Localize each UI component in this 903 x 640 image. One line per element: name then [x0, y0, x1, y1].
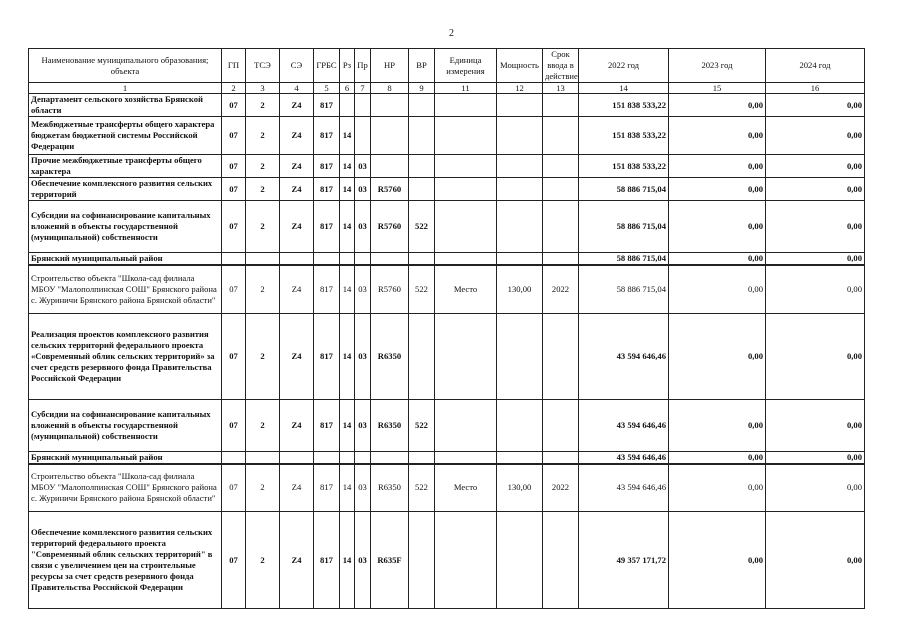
cell-rz: 14 — [340, 201, 355, 253]
cell-power — [497, 94, 543, 117]
cell-rz: 14 — [340, 178, 355, 201]
cell-unit — [435, 155, 497, 178]
cell-pr: 03 — [355, 155, 371, 178]
cell-grbs: 817 — [314, 512, 340, 609]
cell-y2023: 0,00 — [669, 253, 766, 266]
header-unit: Единица измерения — [435, 49, 497, 83]
cell-unit — [435, 512, 497, 609]
cell-y2022: 58 886 715,04 — [579, 201, 669, 253]
cell-y2024: 0,00 — [766, 117, 865, 155]
cell-vr — [409, 117, 435, 155]
cell-term: 2022 — [543, 464, 579, 512]
cell-name: Реализация проектов комплексного развития сельских территорий федерального проекта «Современный облик сельских территорий» за счет средств резервного фонда Правительства Российской Федерации — [29, 313, 222, 399]
cell-name: Обеспечение комплексного развития сельских территорий федерального проекта "Современный облик сельских территорий" в связи с увеличением цен на строительные ресурсы за счет средств резервного фонда Правительства Российской Федерации — [29, 512, 222, 609]
cell-rz: 14 — [340, 155, 355, 178]
cell-name: Департамент сельского хозяйства Брянской области — [29, 94, 222, 117]
column-number: 7 — [355, 83, 371, 94]
cell-nr — [371, 253, 409, 266]
cell-term — [543, 253, 579, 266]
cell-grbs: 817 — [314, 94, 340, 117]
table-row — [29, 117, 865, 155]
cell-y2023: 0,00 — [669, 512, 766, 609]
cell-gp: 07 — [222, 512, 246, 609]
header-row — [29, 49, 865, 83]
column-number: 13 — [543, 83, 579, 94]
cell-y2024: 0,00 — [766, 464, 865, 512]
cell-se: Z4 — [280, 201, 314, 253]
cell-tse: 2 — [246, 94, 280, 117]
cell-tse: 2 — [246, 399, 280, 451]
table-row — [29, 512, 865, 609]
cell-y2023: 0,00 — [669, 155, 766, 178]
cell-vr: 522 — [409, 201, 435, 253]
cell-y2022: 43 594 646,46 — [579, 399, 669, 451]
cell-nr — [371, 451, 409, 464]
cell-term — [543, 178, 579, 201]
cell-term — [543, 451, 579, 464]
cell-se — [280, 253, 314, 266]
cell-term — [543, 155, 579, 178]
cell-y2023: 0,00 — [669, 265, 766, 313]
cell-nr: R635F — [371, 512, 409, 609]
cell-grbs: 817 — [314, 178, 340, 201]
cell-rz: 14 — [340, 464, 355, 512]
cell-y2023: 0,00 — [669, 178, 766, 201]
cell-gp — [222, 253, 246, 266]
cell-term — [543, 201, 579, 253]
cell-y2023: 0,00 — [669, 464, 766, 512]
cell-y2023: 0,00 — [669, 94, 766, 117]
cell-rz: 14 — [340, 313, 355, 399]
cell-y2024: 0,00 — [766, 399, 865, 451]
cell-gp: 07 — [222, 265, 246, 313]
cell-pr — [355, 253, 371, 266]
cell-grbs: 817 — [314, 399, 340, 451]
column-number: 14 — [579, 83, 669, 94]
table-row — [29, 265, 865, 313]
cell-nr: R5760 — [371, 178, 409, 201]
budget-table — [28, 48, 865, 609]
cell-unit — [435, 313, 497, 399]
cell-power — [497, 155, 543, 178]
cell-unit — [435, 451, 497, 464]
cell-pr — [355, 451, 371, 464]
header-pr: Пр — [355, 49, 371, 83]
cell-pr: 03 — [355, 399, 371, 451]
cell-power — [497, 512, 543, 609]
cell-gp: 07 — [222, 117, 246, 155]
header-vr: ВР — [409, 49, 435, 83]
cell-gp: 07 — [222, 313, 246, 399]
header-2024: 2024 год — [766, 49, 865, 83]
cell-unit — [435, 253, 497, 266]
cell-vr — [409, 512, 435, 609]
column-number: 9 — [409, 83, 435, 94]
page-number: 2 — [449, 28, 454, 39]
column-number: 11 — [435, 83, 497, 94]
cell-nr: R6350 — [371, 464, 409, 512]
table-row — [29, 451, 865, 464]
cell-power — [497, 253, 543, 266]
cell-se: Z4 — [280, 265, 314, 313]
cell-unit: Место — [435, 464, 497, 512]
cell-name: Межбюджетные трансферты общего характера бюджетам бюджетной системы Российской Федерации — [29, 117, 222, 155]
cell-rz — [340, 451, 355, 464]
column-number: 12 — [497, 83, 543, 94]
cell-y2023: 0,00 — [669, 451, 766, 464]
cell-power — [497, 399, 543, 451]
cell-tse: 2 — [246, 265, 280, 313]
cell-vr — [409, 313, 435, 399]
header-gp: ГП — [222, 49, 246, 83]
cell-rz: 14 — [340, 117, 355, 155]
cell-tse: 2 — [246, 201, 280, 253]
header-name: Наименование муниципального образования; объекта — [29, 49, 222, 83]
cell-name: Строительство объекта "Школа-сад филиала МБОУ "Малополпинская СОШ" Брянского района с. Журиничи Брянского района Брянской области" — [29, 265, 222, 313]
cell-se — [280, 451, 314, 464]
cell-y2024: 0,00 — [766, 253, 865, 266]
cell-unit: Место — [435, 265, 497, 313]
cell-vr — [409, 155, 435, 178]
header-se: СЭ — [280, 49, 314, 83]
table-row — [29, 399, 865, 451]
cell-pr — [355, 117, 371, 155]
cell-rz: 14 — [340, 265, 355, 313]
table-row — [29, 313, 865, 399]
cell-power — [497, 117, 543, 155]
cell-grbs — [314, 451, 340, 464]
cell-name: Брянский муниципальный район — [29, 451, 222, 464]
cell-power — [497, 451, 543, 464]
cell-y2023: 0,00 — [669, 117, 766, 155]
cell-nr: R5760 — [371, 201, 409, 253]
cell-grbs: 817 — [314, 117, 340, 155]
cell-grbs: 817 — [314, 265, 340, 313]
table-row — [29, 464, 865, 512]
cell-name: Строительство объекта "Школа-сад филиала МБОУ "Малополпинская СОШ" Брянского района с. Журиничи Брянского района Брянской области" — [29, 464, 222, 512]
cell-y2024: 0,00 — [766, 201, 865, 253]
cell-gp: 07 — [222, 178, 246, 201]
cell-name: Субсидии на софинансирование капитальных вложений в объекты государственной (муниципальной) собственности — [29, 201, 222, 253]
cell-se: Z4 — [280, 512, 314, 609]
cell-y2024: 0,00 — [766, 451, 865, 464]
cell-nr: R6350 — [371, 399, 409, 451]
cell-power — [497, 178, 543, 201]
cell-vr — [409, 451, 435, 464]
cell-vr — [409, 253, 435, 266]
cell-vr — [409, 94, 435, 117]
column-number: 5 — [314, 83, 340, 94]
cell-tse: 2 — [246, 155, 280, 178]
cell-se: Z4 — [280, 178, 314, 201]
cell-term — [543, 94, 579, 117]
cell-tse: 2 — [246, 464, 280, 512]
column-number: 8 — [371, 83, 409, 94]
cell-term — [543, 512, 579, 609]
cell-nr — [371, 117, 409, 155]
cell-y2024: 0,00 — [766, 265, 865, 313]
cell-power — [497, 313, 543, 399]
cell-rz: 14 — [340, 399, 355, 451]
cell-rz: 14 — [340, 512, 355, 609]
cell-y2023: 0,00 — [669, 201, 766, 253]
cell-vr: 522 — [409, 265, 435, 313]
cell-pr: 03 — [355, 178, 371, 201]
cell-gp: 07 — [222, 399, 246, 451]
cell-nr — [371, 155, 409, 178]
cell-y2022: 43 594 646,46 — [579, 313, 669, 399]
cell-grbs — [314, 253, 340, 266]
cell-name: Прочие межбюджетные трансферты общего характера — [29, 155, 222, 178]
column-number: 2 — [222, 83, 246, 94]
cell-y2022: 58 886 715,04 — [579, 178, 669, 201]
cell-name: Обеспечение комплексного развития сельских территорий — [29, 178, 222, 201]
header-2022: 2022 год — [579, 49, 669, 83]
cell-unit — [435, 399, 497, 451]
cell-pr: 03 — [355, 265, 371, 313]
cell-y2022: 151 838 533,22 — [579, 94, 669, 117]
cell-power: 130,00 — [497, 265, 543, 313]
cell-unit — [435, 201, 497, 253]
cell-tse — [246, 253, 280, 266]
cell-gp: 07 — [222, 201, 246, 253]
cell-y2022: 151 838 533,22 — [579, 117, 669, 155]
cell-rz — [340, 94, 355, 117]
cell-gp — [222, 451, 246, 464]
cell-grbs: 817 — [314, 464, 340, 512]
cell-vr: 522 — [409, 464, 435, 512]
cell-y2022: 43 594 646,46 — [579, 451, 669, 464]
cell-vr: 522 — [409, 399, 435, 451]
cell-gp: 07 — [222, 94, 246, 117]
cell-power — [497, 201, 543, 253]
cell-se: Z4 — [280, 399, 314, 451]
cell-y2022: 58 886 715,04 — [579, 253, 669, 266]
cell-nr: R6350 — [371, 313, 409, 399]
cell-unit — [435, 94, 497, 117]
cell-rz — [340, 253, 355, 266]
cell-nr — [371, 94, 409, 117]
cell-pr: 03 — [355, 512, 371, 609]
cell-term — [543, 117, 579, 155]
cell-vr — [409, 178, 435, 201]
header-nr: НР — [371, 49, 409, 83]
header-term: Срок ввода в действие — [543, 49, 579, 83]
cell-se: Z4 — [280, 313, 314, 399]
header-rz: Рз — [340, 49, 355, 83]
cell-power: 130,00 — [497, 464, 543, 512]
cell-unit — [435, 117, 497, 155]
cell-grbs: 817 — [314, 313, 340, 399]
cell-y2024: 0,00 — [766, 313, 865, 399]
cell-grbs: 817 — [314, 155, 340, 178]
cell-y2022: 43 594 646,46 — [579, 464, 669, 512]
cell-unit — [435, 178, 497, 201]
column-number: 16 — [766, 83, 865, 94]
table-row — [29, 178, 865, 201]
table-row — [29, 94, 865, 117]
cell-se: Z4 — [280, 464, 314, 512]
cell-se: Z4 — [280, 155, 314, 178]
cell-y2024: 0,00 — [766, 178, 865, 201]
cell-pr: 03 — [355, 201, 371, 253]
cell-term: 2022 — [543, 265, 579, 313]
cell-gp: 07 — [222, 464, 246, 512]
column-number: 6 — [340, 83, 355, 94]
cell-tse: 2 — [246, 178, 280, 201]
column-number: 1 — [29, 83, 222, 94]
cell-pr: 03 — [355, 464, 371, 512]
cell-tse: 2 — [246, 512, 280, 609]
cell-y2023: 0,00 — [669, 399, 766, 451]
column-number-row — [29, 83, 865, 94]
table-body — [29, 94, 865, 609]
table-row — [29, 155, 865, 178]
header-power: Мощность — [497, 49, 543, 83]
cell-y2022: 49 357 171,72 — [579, 512, 669, 609]
cell-tse: 2 — [246, 117, 280, 155]
header-grbs: ГРБС — [314, 49, 340, 83]
cell-grbs: 817 — [314, 201, 340, 253]
cell-y2022: 151 838 533,22 — [579, 155, 669, 178]
cell-nr: R5760 — [371, 265, 409, 313]
cell-y2024: 0,00 — [766, 512, 865, 609]
column-number: 15 — [669, 83, 766, 94]
cell-se: Z4 — [280, 94, 314, 117]
cell-y2024: 0,00 — [766, 155, 865, 178]
column-number: 4 — [280, 83, 314, 94]
table-row — [29, 253, 865, 266]
table-row — [29, 201, 865, 253]
cell-gp: 07 — [222, 155, 246, 178]
cell-tse — [246, 451, 280, 464]
column-number: 3 — [246, 83, 280, 94]
cell-pr: 03 — [355, 313, 371, 399]
cell-y2023: 0,00 — [669, 313, 766, 399]
cell-name: Субсидии на софинансирование капитальных вложений в объекты государственной (муниципальной) собственности — [29, 399, 222, 451]
header-2023: 2023 год — [669, 49, 766, 83]
cell-y2022: 58 886 715,04 — [579, 265, 669, 313]
cell-y2024: 0,00 — [766, 94, 865, 117]
cell-term — [543, 313, 579, 399]
cell-se: Z4 — [280, 117, 314, 155]
cell-term — [543, 399, 579, 451]
cell-tse: 2 — [246, 313, 280, 399]
cell-pr — [355, 94, 371, 117]
header-tse: ТСЭ — [246, 49, 280, 83]
cell-name: Брянский муниципальный район — [29, 253, 222, 266]
